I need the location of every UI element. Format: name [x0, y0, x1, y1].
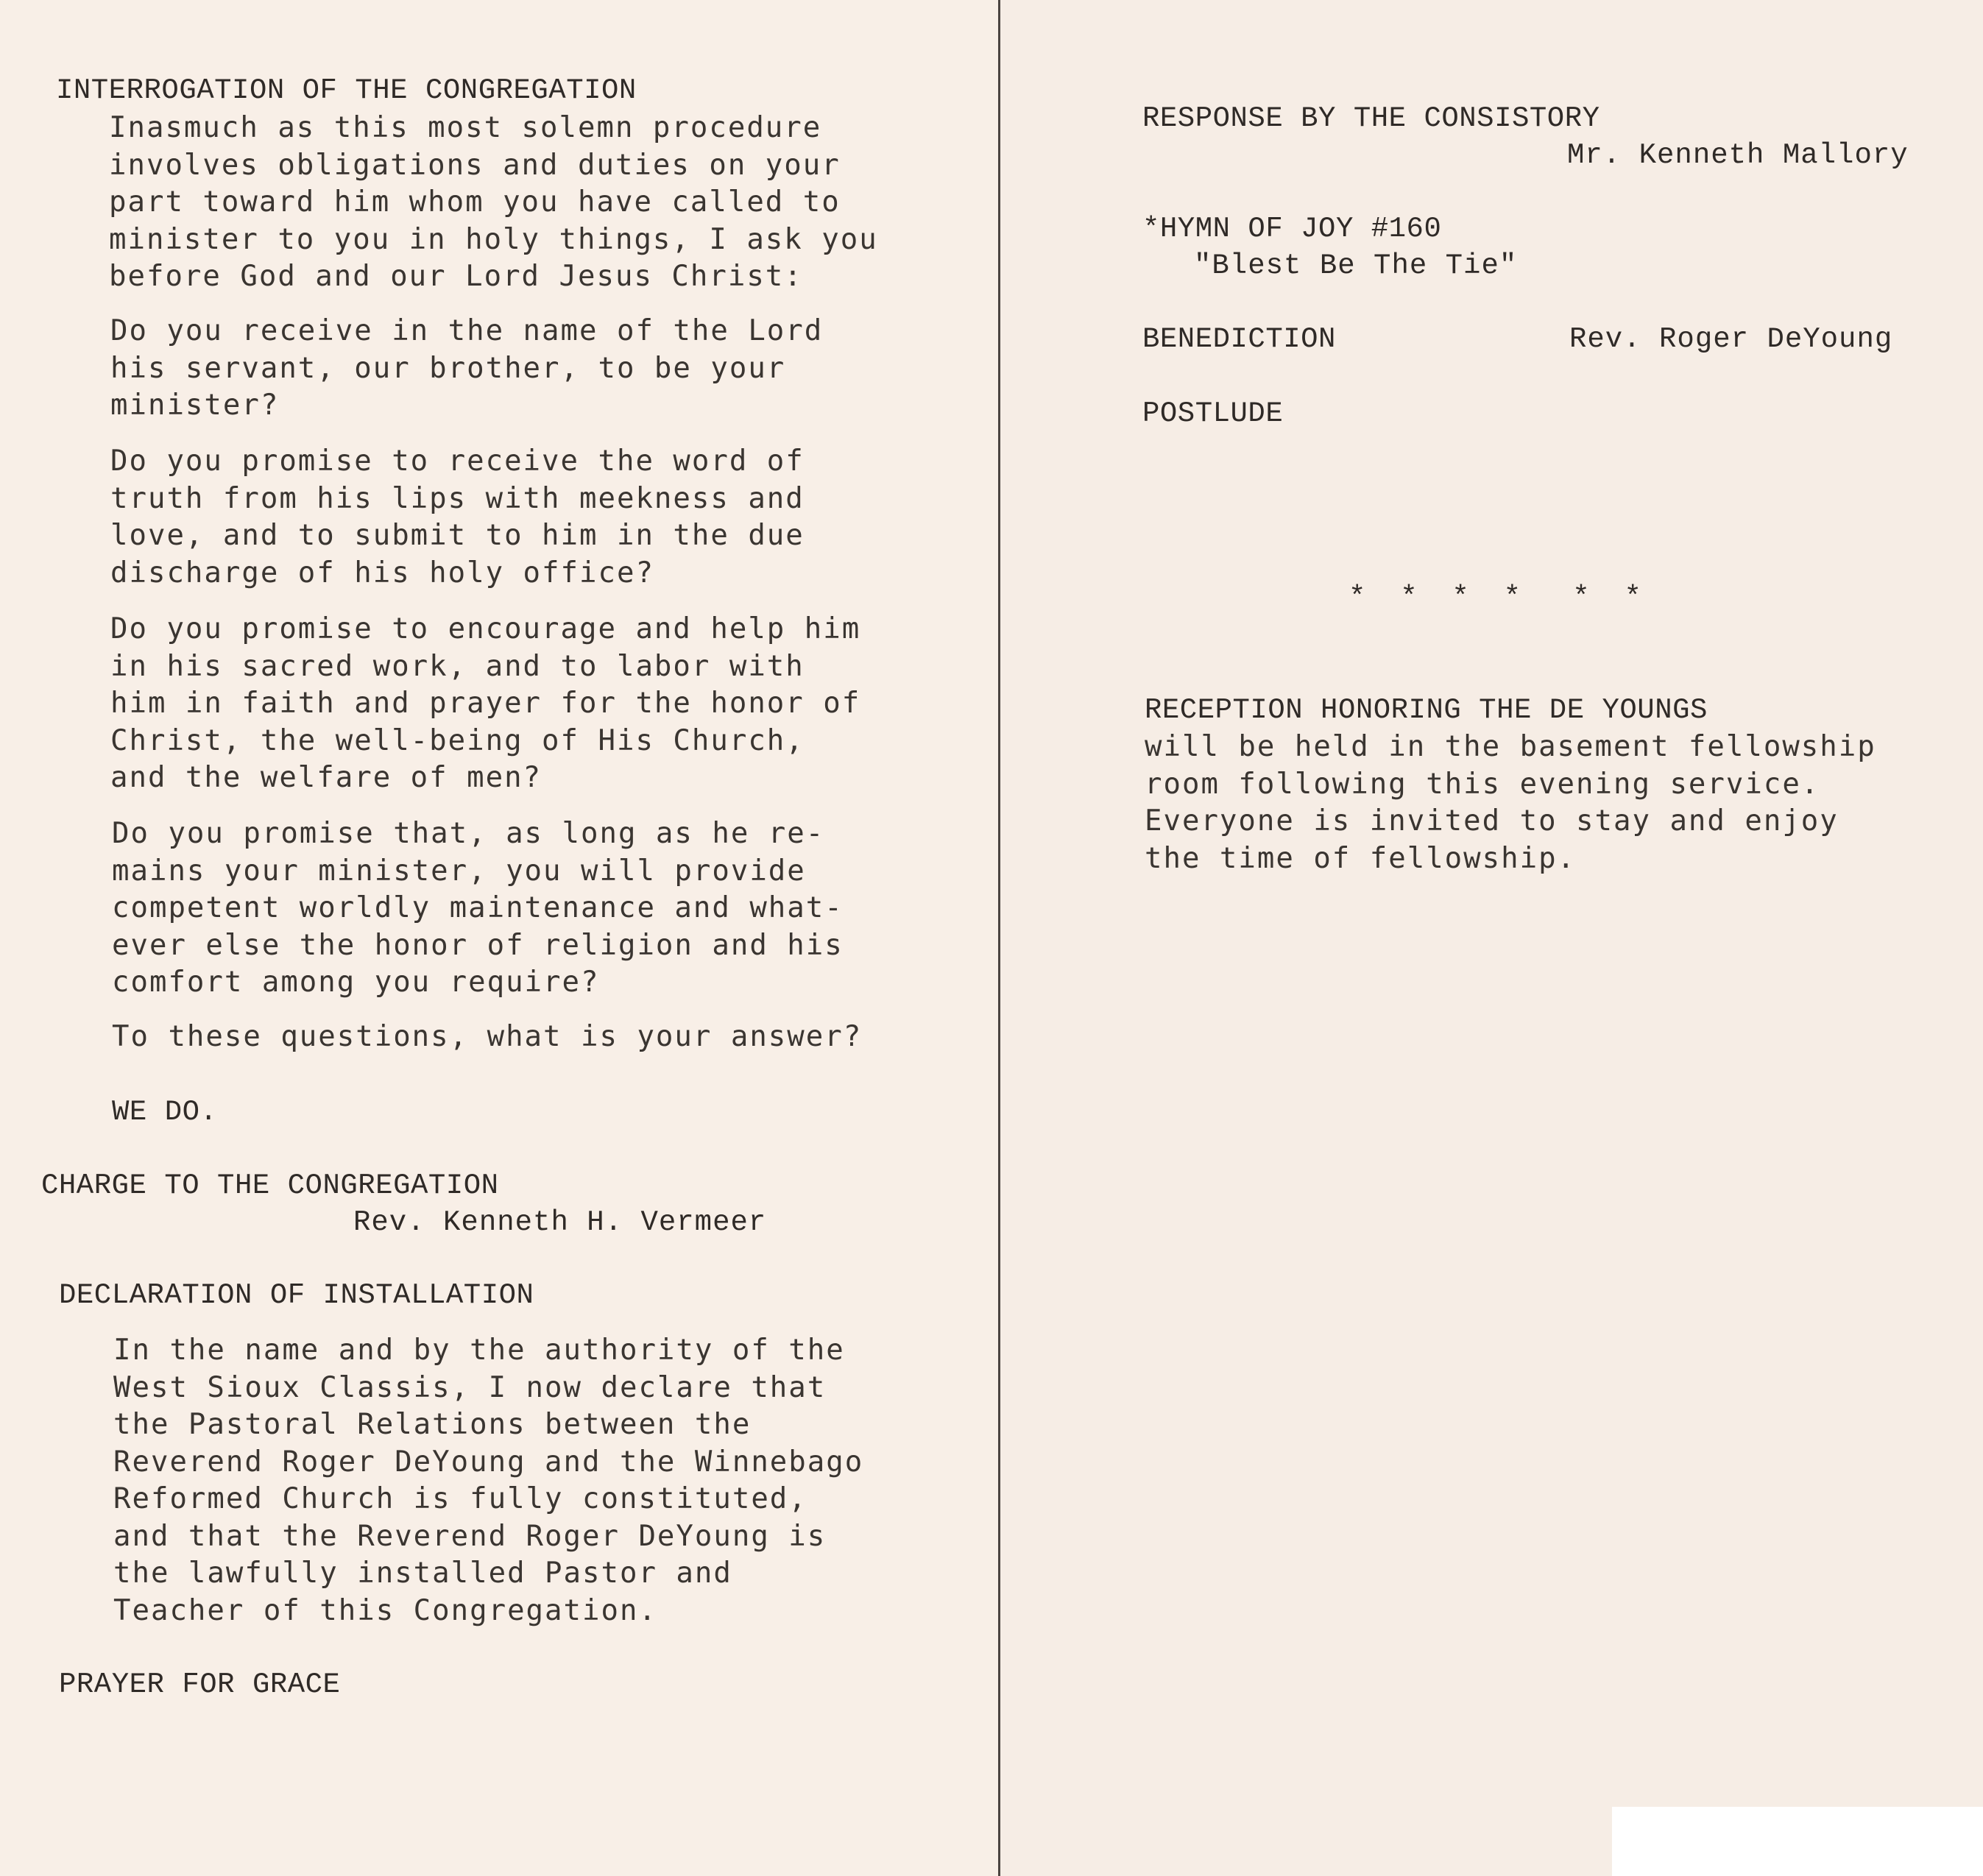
benediction-leader: Rev. Roger DeYoung — [1569, 323, 1893, 355]
charge-heading: CHARGE TO THE CONGREGATION — [41, 1169, 499, 1202]
charge-leader: Rev. Kenneth H. Vermeer — [353, 1206, 767, 1239]
question-maintenance: Do you promise that, as long as he re- mains your minister, you will provide competent worldly maintenance and what- ever else the honor of religion and his comfort among you require? — [112, 817, 844, 999]
congregation-answer: WE DO. — [112, 1096, 218, 1128]
divider-stars: * * * * * * — [1348, 581, 1641, 614]
declaration-heading: DECLARATION OF INSTALLATION — [59, 1279, 534, 1312]
response-heading: RESPONSE BY THE CONSISTORY — [1142, 102, 1600, 135]
question-word-of-truth: Do you promise to receive the word of truth from his lips with meekness and love, and to submit to him in the due discharge of his holy office? — [110, 445, 805, 590]
hymn-heading: *HYMN OF JOY #160 — [1142, 213, 1442, 245]
postlude-heading: POSTLUDE — [1142, 397, 1284, 430]
hymn-title: "Blest Be The Tie" — [1194, 249, 1518, 282]
question-receive: Do you receive in the name of the Lord his servant, our brother, to be your minister? — [110, 314, 824, 422]
question-encourage: Do you promise to encourage and help him in his sacred work, and to labor with him in faith and prayer for the honor of Christ, the well-being of His Church, and the welfare of men? — [110, 612, 861, 794]
reception-text: will be held in the basement fellowship room following this evening service. Everyone is invited to stay and enjoy the time of fellowship. — [1145, 730, 1876, 875]
question-answer-prompt: To these questions, what is your answer? — [112, 1020, 863, 1053]
benediction-heading: BENEDICTION — [1142, 323, 1336, 355]
interrogation-intro: Inasmuch as this most solemn procedure involves obligations and duties on your part toward him whom you have called to minister to you in holy things, I ask you before God and our Lord Jesus Christ: — [109, 111, 878, 293]
declaration-text: In the name and by the authority of the West Sioux Classis, I now declare that the Pastoral Relations between the Reverend Roger DeYoung and the Winnebago Reformed Church is fully constituted, and that the Reverend Roger DeYoung is the lawfully installed Pastor and Teacher of this Congregation. — [113, 1334, 864, 1627]
scan-margin — [1612, 1807, 1983, 1876]
right-page — [1000, 0, 1983, 1876]
interrogation-heading: INTERROGATION OF THE CONGREGATION — [56, 74, 637, 107]
reception-heading: RECEPTION HONORING THE DE YOUNGS — [1145, 694, 1708, 726]
response-leader: Mr. Kenneth Mallory — [1567, 139, 1909, 171]
prayer-heading: PRAYER FOR GRACE — [59, 1668, 341, 1701]
